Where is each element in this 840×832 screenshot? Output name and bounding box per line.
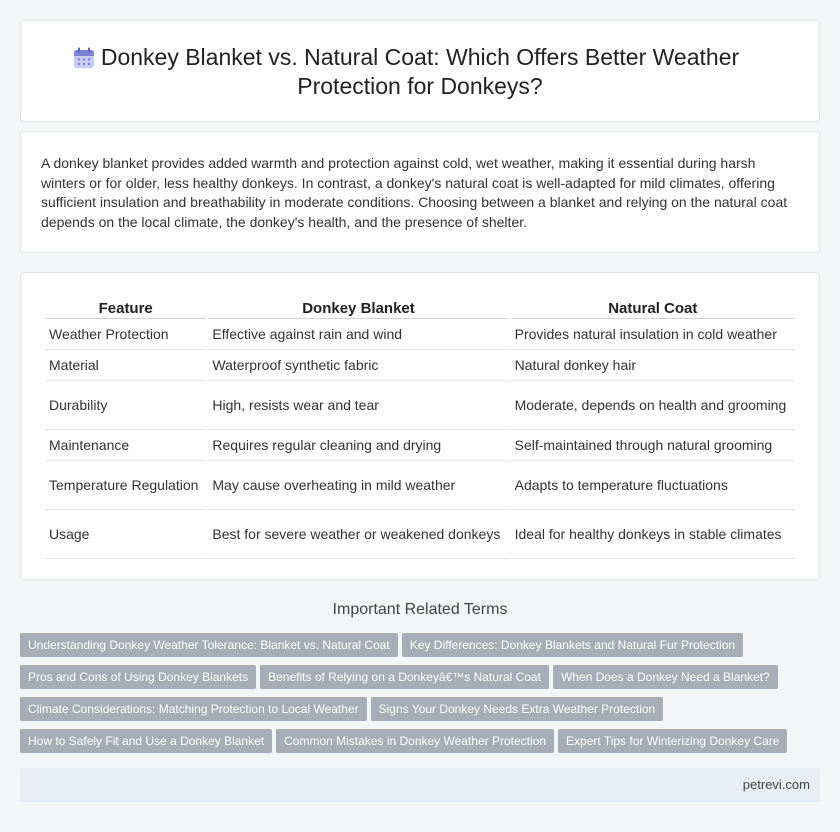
tag-row — [20, 729, 820, 761]
table-cell: Provides natural insulation in cold weather — [511, 319, 795, 350]
table-cell: Waterproof synthetic fabric — [208, 350, 508, 381]
table-cell: Usage — [45, 510, 206, 559]
table-row — [45, 510, 795, 559]
table-cell: Temperature Regulation — [45, 461, 206, 510]
intro-card — [20, 131, 820, 253]
intro-text: A donkey blanket provides added warmth and protection against cold, wet weather, making it essential during harsh winters or for older, less healthy donkeys. In contrast, a donkey's natural coat is well-adapted for mild climates, offering sufficient insulation and breathability in moderate conditions. Choosing between a blanket and relying on the natural coat depends on the local climate, the donkey's health, and the presence of shelter. — [41, 155, 788, 230]
table-cell: Best for severe weather or weakened donkeys — [208, 510, 508, 559]
header-card — [20, 20, 820, 122]
header-donkey-blanket: Donkey Blanket — [208, 295, 508, 319]
related-term-tag[interactable]: Benefits of Relying on a Donkeyâ€™s Natural Coat — [260, 665, 549, 689]
related-term-tag[interactable]: Common Mistakes in Donkey Weather Protection — [276, 729, 554, 753]
table-cell: Durability — [45, 381, 206, 430]
table-cell: Material — [45, 350, 206, 381]
table-cell: Weather Protection — [45, 319, 206, 350]
table-cell: Adapts to temperature fluctuations — [511, 461, 795, 510]
table-cell: May cause overheating in mild weather — [208, 461, 508, 510]
table-cell: High, resists wear and tear — [208, 381, 508, 430]
related-term-tag[interactable]: Key Differences: Donkey Blankets and Natural Fur Protection — [402, 633, 743, 657]
table-cell: Requires regular cleaning and drying — [208, 430, 508, 461]
table-cell: Maintenance — [45, 430, 206, 461]
table-cell: Self-maintained through natural grooming — [511, 430, 795, 461]
comparison-table-card — [20, 272, 820, 580]
header-feature: Feature — [45, 295, 206, 319]
table-row — [45, 461, 795, 510]
page-title: Donkey Blanket vs. Natural Coat: Which Offers Better Weather Protection for Donkeys? — [100, 44, 740, 99]
table-row — [45, 430, 795, 461]
site-name[interactable]: petrevi.com — [742, 777, 810, 792]
footer — [20, 768, 820, 802]
related-term-tag[interactable]: How to Safely Fit and Use a Donkey Blanket — [20, 729, 272, 753]
related-term-tag[interactable]: Understanding Donkey Weather Tolerance: Blanket vs. Natural Coat — [20, 633, 398, 657]
related-terms-list — [20, 633, 820, 761]
tag-row — [20, 633, 820, 665]
related-term-tag[interactable]: When Does a Donkey Need a Blanket? — [553, 665, 778, 689]
related-term-tag[interactable]: Expert Tips for Winterizing Donkey Care — [558, 729, 787, 753]
table-cell: Ideal for healthy donkeys in stable climates — [511, 510, 795, 559]
table-row — [45, 319, 795, 350]
table-cell: Moderate, depends on health and grooming — [511, 381, 795, 430]
table-cell: Effective against rain and wind — [208, 319, 508, 350]
related-term-tag[interactable]: Signs Your Donkey Needs Extra Weather Protection — [371, 697, 664, 721]
comparison-table — [43, 295, 797, 559]
table-cell: Natural donkey hair — [511, 350, 795, 381]
related-term-tag[interactable]: Pros and Cons of Using Donkey Blankets — [20, 665, 256, 689]
related-term-tag[interactable]: Climate Considerations: Matching Protection to Local Weather — [20, 697, 367, 721]
table-header-row — [45, 295, 795, 319]
tag-row — [20, 665, 820, 697]
tag-row — [20, 697, 820, 729]
table-row — [45, 381, 795, 430]
header-natural-coat: Natural Coat — [511, 295, 795, 319]
table-row — [45, 350, 795, 381]
related-terms-title: Important Related Terms — [332, 601, 508, 618]
